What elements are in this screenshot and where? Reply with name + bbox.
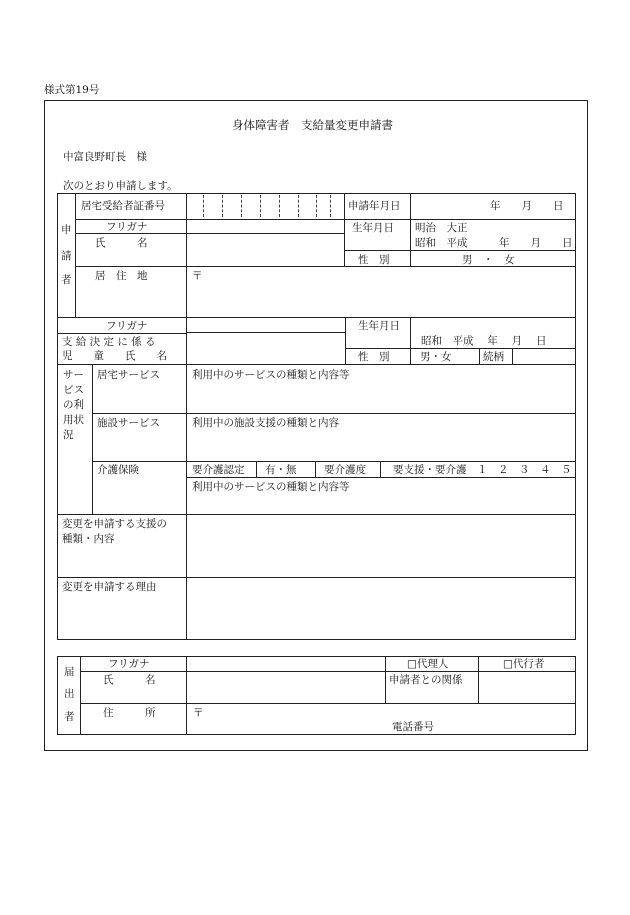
child-mid-divider <box>345 317 346 364</box>
services-section-label-1: サー <box>63 369 84 381</box>
applicant-label-divider <box>75 193 76 317</box>
child-birth-value: 昭和 平成 年 月 日 <box>421 335 547 347</box>
services-section-label-2: ビス <box>63 384 84 396</box>
child-sex-value: 男・女 <box>420 351 452 363</box>
table-right-line <box>575 193 576 640</box>
application-date-value: 年 月 日 <box>490 200 564 212</box>
care-level-value: 要支援・要介護 １ ２ ３ ４ ５ <box>393 464 572 476</box>
submitter-option-divider <box>478 656 479 703</box>
applicant-date-divider <box>410 193 411 267</box>
care-divider-3 <box>380 461 381 477</box>
submitter-address-label: 住 所 <box>103 707 156 719</box>
applicant-address-label: 居 住 地 <box>95 270 148 282</box>
applicant-name-label: 氏 名 <box>95 237 148 249</box>
submitter-relation-label: 申請者との関係 <box>389 674 463 686</box>
care-row-line <box>186 477 575 478</box>
cert-digit-divider <box>330 195 331 217</box>
agent-checkbox[interactable]: □代理人 <box>407 658 449 670</box>
services-section-label-4: 用状 <box>63 414 84 426</box>
submitter-field-divider <box>186 656 187 735</box>
outer-frame-top <box>44 100 588 101</box>
change-reason-label: 変更を申請する理由 <box>62 581 157 593</box>
submitter-right-line <box>575 656 576 735</box>
submitter-furigana-line <box>80 671 575 672</box>
applicant-section-label-2: 請 <box>61 250 72 262</box>
applicant-birth-label: 生年月日 <box>352 222 394 234</box>
table-top-line <box>57 193 576 194</box>
submitter-name-line <box>80 703 575 704</box>
applicant-row-line-2 <box>75 233 344 234</box>
applicant-era-line1: 明治 大正 <box>415 222 468 234</box>
child-label-line1: 支 給 決 定 に 係 る <box>62 336 156 348</box>
services-section-label-5: 況 <box>63 429 74 441</box>
cert-digit-divider <box>279 195 280 217</box>
label-column-divider <box>186 193 187 640</box>
services-section-end <box>57 514 575 515</box>
change-support-label-1: 変更を申請する支援の <box>62 518 167 530</box>
child-furigana-line <box>57 333 186 334</box>
cert-digit-divider <box>203 195 204 217</box>
care-insurance-label: 介護保険 <box>97 464 139 476</box>
facility-service-label: 施設サービス <box>97 417 160 429</box>
outer-frame-left <box>44 100 45 751</box>
applicant-era-line2: 昭和 平成 年 月 日 <box>415 237 573 249</box>
applicant-mid-divider <box>344 193 345 267</box>
child-relation-value-divider <box>512 348 513 364</box>
child-birth-label: 生年月日 <box>358 320 400 332</box>
child-sex-divider <box>410 348 411 364</box>
cert-digit-divider <box>298 195 299 217</box>
care-level-label: 要介護度 <box>324 464 366 476</box>
form-number: 様式第19号 <box>44 84 100 96</box>
applicant-furigana-label: フリガナ <box>106 221 148 233</box>
cert-digit-divider <box>316 195 317 217</box>
home-service-label: 居宅サービス <box>97 369 160 381</box>
child-label-line2: 児 童 氏 名 <box>62 350 167 362</box>
change-support-end <box>57 577 575 578</box>
submitter-furigana-label: フリガナ <box>108 658 150 670</box>
child-furigana-label: フリガナ <box>106 320 148 332</box>
cert-digit-divider <box>222 195 223 217</box>
child-birth-bottom <box>345 348 575 349</box>
applicant-postal-mark: 〒 <box>192 270 203 282</box>
outer-frame-right <box>587 100 588 751</box>
form-title: 身体障害者 支給量変更申請書 <box>232 118 393 132</box>
applicant-sex-value: 男 ・ 女 <box>462 254 515 266</box>
application-date-label: 申請年月日 <box>348 200 401 212</box>
applicant-row-line-1 <box>75 219 575 220</box>
cert-number-label: 居宅受給者証番号 <box>81 200 165 212</box>
home-service-desc: 利用中のサービスの種類と内容等 <box>192 369 350 381</box>
child-relation-label: 続柄 <box>483 351 504 363</box>
proxy-checkbox[interactable]: □代行者 <box>503 658 545 670</box>
submitter-left-line <box>57 656 58 735</box>
care-divider-1 <box>256 461 257 477</box>
child-section-end <box>57 364 575 365</box>
care-divider-2 <box>315 461 316 477</box>
table-left-line <box>57 193 58 640</box>
change-support-label-2: 種類・内容 <box>62 533 115 545</box>
child-relation-divider <box>479 348 480 364</box>
intro-text: 次のとおり申請します。 <box>63 180 178 192</box>
applicant-section-end <box>57 317 575 318</box>
cert-digit-divider <box>260 195 261 217</box>
services-section-label-3: の利 <box>63 399 84 411</box>
submitter-relation-divider <box>385 656 386 703</box>
applicant-section-label-1: 申 <box>61 224 72 236</box>
outer-frame-bottom <box>44 750 588 751</box>
child-birth-divider <box>410 317 411 348</box>
applicant-section-label-3: 者 <box>61 274 72 286</box>
submitter-top-line <box>57 656 576 657</box>
child-furigana-line-r <box>186 332 345 333</box>
facility-service-desc: 利用中の施設支援の種類と内容 <box>192 417 339 429</box>
submitter-section-label-2: 出 <box>64 688 75 700</box>
submitter-section-label-3: 者 <box>64 711 75 723</box>
applicant-row-line-3 <box>344 250 575 251</box>
care-cert-value: 有・無 <box>265 464 297 476</box>
submitter-label-divider <box>80 656 81 735</box>
submitter-name-label: 氏 名 <box>103 674 156 686</box>
submitter-phone-label: 電話番号 <box>392 721 434 733</box>
services-row-line-2 <box>92 461 575 462</box>
addressee: 中富良野町長 様 <box>63 151 147 163</box>
table-bottom-line <box>57 639 576 640</box>
submitter-postal-mark: 〒 <box>193 707 204 719</box>
care-cert-label: 要介護認定 <box>192 464 245 476</box>
services-row-line-1 <box>92 413 575 414</box>
applicant-row-line-4 <box>75 266 575 267</box>
care-service-desc: 利用中のサービスの種類と内容等 <box>192 481 350 493</box>
submitter-bottom-line <box>57 734 576 735</box>
cert-digit-divider <box>241 195 242 217</box>
services-label-divider <box>92 364 93 514</box>
submitter-section-label-1: 届 <box>64 666 75 678</box>
child-sex-label: 性 別 <box>358 351 390 363</box>
applicant-sex-label: 性 別 <box>358 254 390 266</box>
